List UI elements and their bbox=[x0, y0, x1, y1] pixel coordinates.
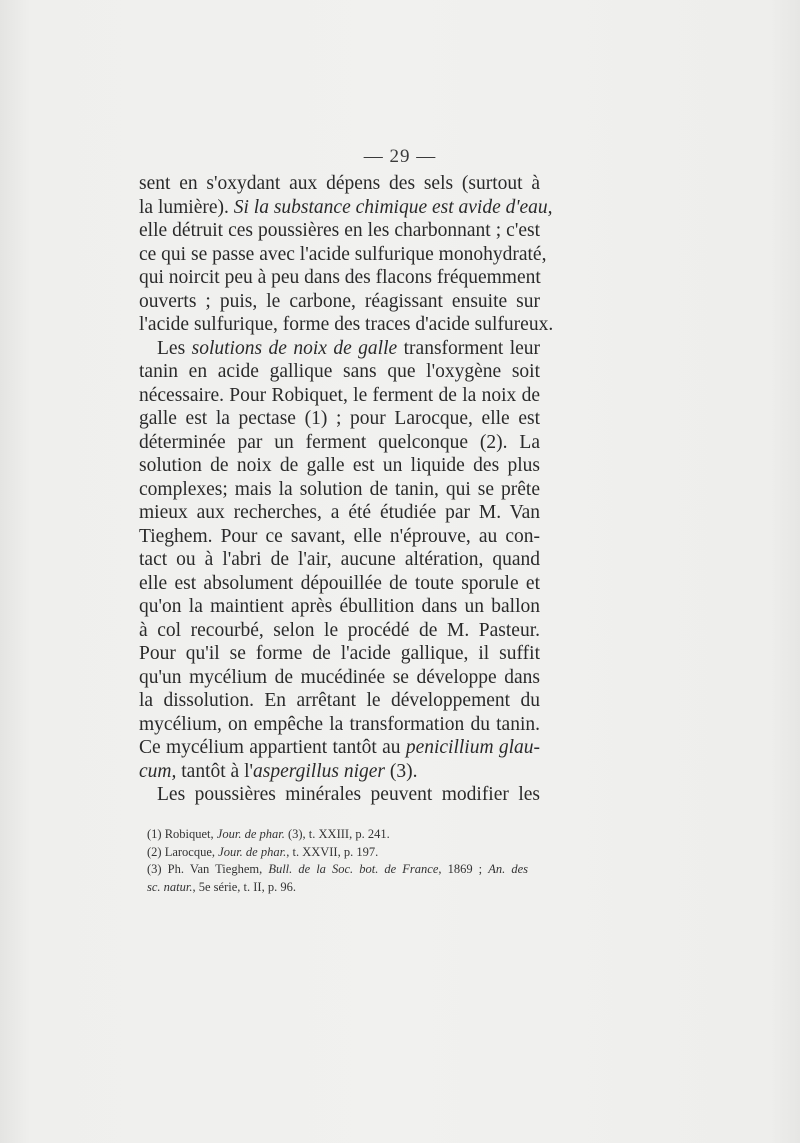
text-run: , t. XXVII, p. 197. bbox=[286, 844, 379, 859]
italic-run: An. des bbox=[488, 862, 528, 876]
text-line: Tieghem. Pour ce savant, elle n'éprouve, au con- bbox=[139, 525, 540, 547]
text-run: (3) Ph. Van Tieghem, bbox=[147, 862, 269, 876]
text-line: qui noircit peu à peu dans des flacons fréquemment bbox=[139, 267, 541, 288]
text-line: galle est la pectase (1) ; pour Larocque, elle est bbox=[139, 408, 540, 429]
text-line: ouverts ; puis, le carbone, réagissant ensuite sur bbox=[139, 290, 540, 312]
text-line: elle détruit ces poussières en les charbonnant ; c'est bbox=[139, 220, 540, 241]
text-run: (2) Larocque, bbox=[147, 844, 219, 859]
footnote-3-continued bbox=[147, 879, 528, 897]
page-number: — 29 — bbox=[363, 146, 437, 167]
footnote-3 bbox=[147, 861, 528, 879]
text-run: Les bbox=[157, 337, 192, 359]
text-line: elle est absolument dépouillée de toute sporule et bbox=[139, 572, 540, 594]
text-run: Ce mycélium appartient tantôt au bbox=[139, 737, 406, 758]
text-line: Les poussières minérales peuvent modifier les bbox=[157, 784, 540, 805]
text-run: , 5e série, t. II, p. 96. bbox=[192, 879, 296, 894]
text-line: à col recourbé, selon le procédé de M. Pasteur. bbox=[139, 619, 540, 641]
footnotes bbox=[147, 826, 528, 896]
italic-run: sc. natur. bbox=[147, 879, 193, 894]
text-line: ce qui se passe avec l'acide sulfurique monohydraté, bbox=[139, 243, 547, 265]
footnote-2 bbox=[147, 844, 528, 862]
italic-run: Bull. de la Soc. bot. de France bbox=[268, 862, 439, 876]
italic-run: penicillium glau- bbox=[405, 737, 540, 758]
text-line: solution de noix de galle est un liquide des plus bbox=[139, 455, 540, 476]
text-line bbox=[139, 736, 540, 760]
text-line: mieux aux recherches, a été étudiée par M. Van bbox=[139, 502, 540, 523]
italic-run: aspergillus niger bbox=[253, 760, 385, 782]
text-line: tact ou à l'abri de l'air, aucune altération, quand bbox=[139, 549, 540, 570]
text-run: la lumière). bbox=[139, 196, 234, 218]
text-line bbox=[139, 337, 540, 361]
text-run: (3). bbox=[385, 760, 418, 782]
footnote-1 bbox=[147, 826, 528, 844]
italic-run: cum, bbox=[139, 760, 177, 782]
text-run: (3), t. XXIII, p. 241. bbox=[284, 827, 390, 841]
text-line: qu'un mycélium de mucédinée se développe dans bbox=[139, 666, 540, 688]
text-line: l'acide sulfurique, forme des traces d'acide sulfureux. bbox=[139, 314, 554, 335]
text-line bbox=[139, 196, 553, 220]
text-line: tanin en acide gallique sans que l'oxygène soit bbox=[139, 361, 540, 382]
text-line: déterminée par un ferment quelconque (2). La bbox=[139, 431, 540, 453]
text-line: nécessaire. Pour Robiquet, le ferment de la noix de bbox=[139, 384, 540, 406]
text-line: mycélium, on empêche la transformation du tanin. bbox=[139, 713, 540, 735]
text-run: tantôt à l' bbox=[176, 760, 253, 782]
italic-run: Jour. de phar. bbox=[216, 827, 285, 841]
text-line bbox=[139, 760, 540, 784]
text-line: Pour qu'il se forme de l'acide gallique, il suffit bbox=[139, 643, 540, 664]
text-run: transforment leur bbox=[397, 337, 541, 359]
text-line: sent en s'oxydant aux dépens des sels (surtout à bbox=[139, 173, 540, 194]
text-line: la dissolution. En arrêtant le développement du bbox=[139, 690, 540, 711]
italic-run: Jour. de phar. bbox=[218, 844, 287, 859]
text-run: (1) Robiquet, bbox=[147, 827, 217, 841]
text-line: qu'on la maintient après ébullition dans un ballon bbox=[139, 596, 540, 617]
text-line: complexes; mais la solution de tanin, qui se prête bbox=[139, 478, 540, 500]
text-run: , 1869 ; bbox=[438, 862, 489, 876]
italic-run: Si la substance chimique est avide d'eau, bbox=[233, 196, 553, 218]
italic-run: solutions de noix de galle bbox=[191, 337, 398, 359]
body-text bbox=[139, 172, 554, 807]
